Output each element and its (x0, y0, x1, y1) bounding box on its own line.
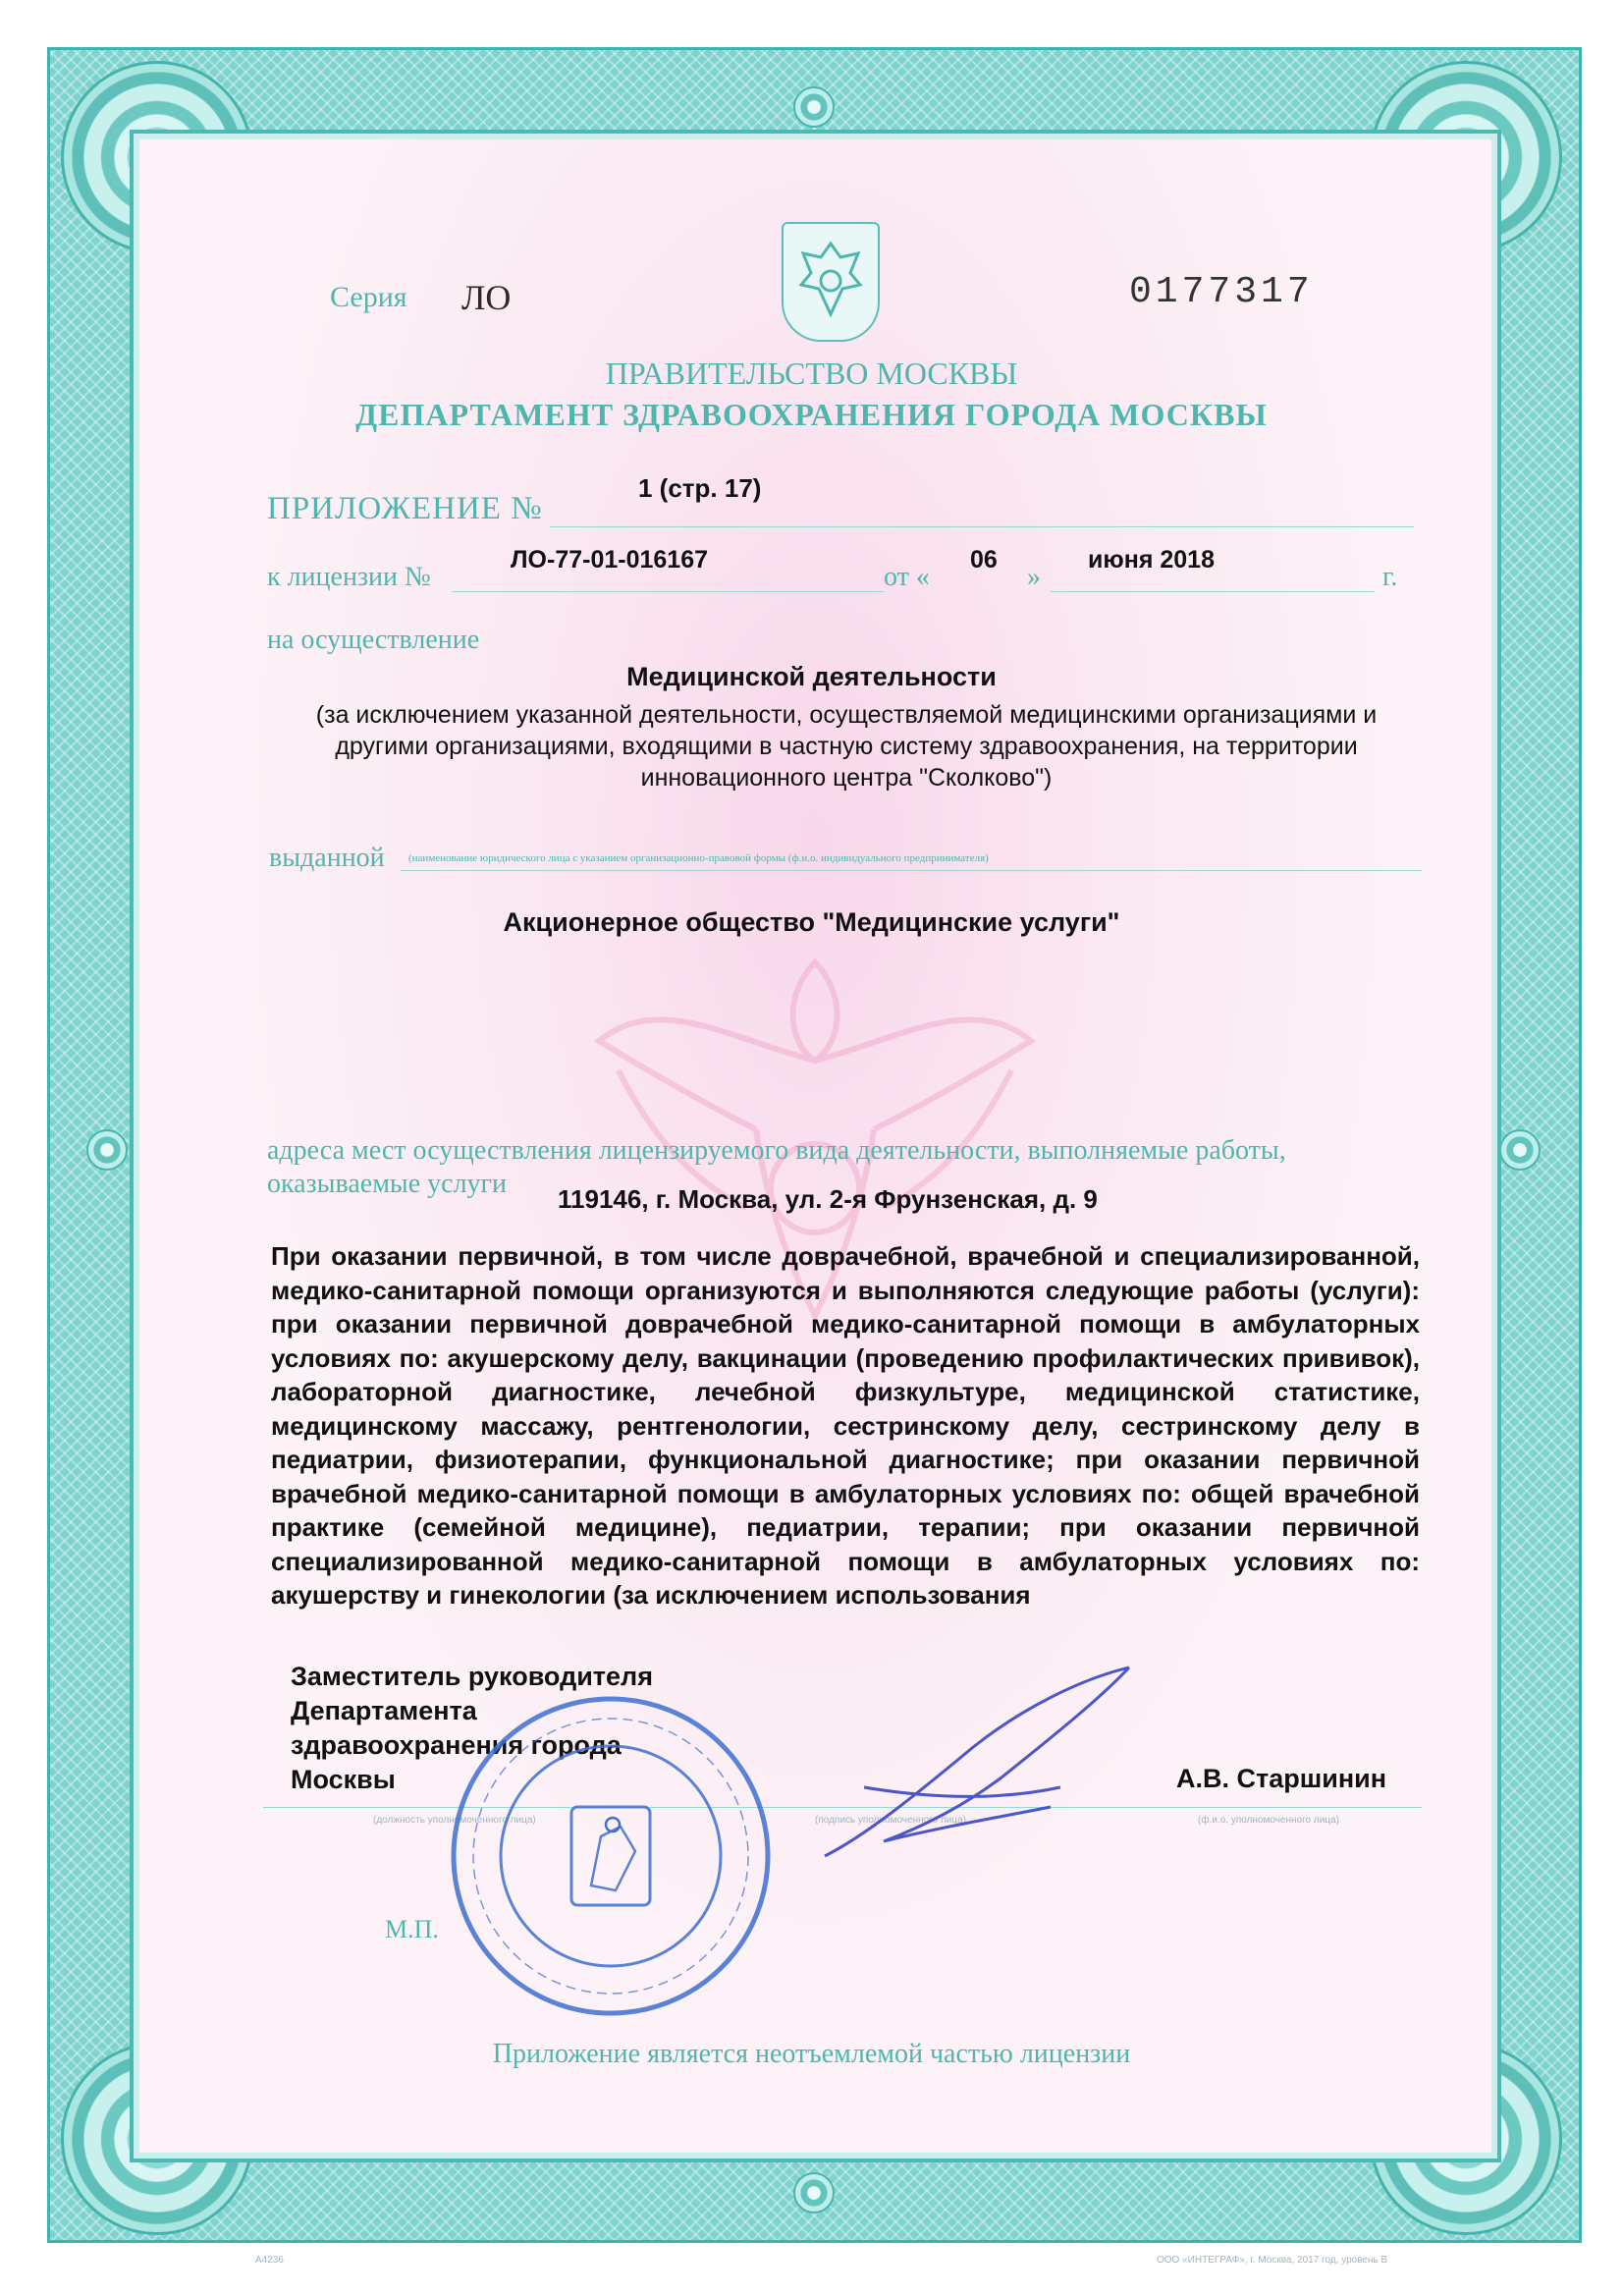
signatory-position-line1: Заместитель руководителя (291, 1662, 653, 1691)
date-line (1051, 591, 1375, 592)
handwritten-signature-icon (805, 1660, 1159, 1866)
signatory-position-line4: Москвы (291, 1765, 396, 1794)
issued-hint: (наименование юридического лица с указанием организационно-правовой формы (ф.и.о. индивидуального предпринимателя) (408, 852, 989, 864)
appendix-line (550, 526, 1414, 527)
signatory-position-line3: здравоохранения города (291, 1730, 622, 1760)
activity-description: (за исключением указанной деятельности, осуществляемой медицинскими организациями и другими организациями, входящими в частную систему здравоохранения, на территории инновационного центра "Сколково") (315, 701, 1378, 792)
side-ornament-icon (793, 2172, 835, 2214)
appendix-label: ПРИЛОЖЕНИЕ № (267, 491, 543, 526)
address-label-line2: оказываемые услуги (267, 1169, 508, 1199)
side-ornament-icon (86, 1129, 128, 1171)
appendix-value: 1 (стр. 17) (638, 473, 762, 503)
document-number: 0177317 (1129, 271, 1314, 313)
date-close-quote: » (1027, 562, 1041, 592)
official-stamp-icon (444, 1689, 778, 2023)
issued-line (401, 870, 1422, 871)
address-value: 119146, г. Москва, ул. 2-я Фрунзенская, д. 9 (558, 1184, 1098, 1214)
footer-note: Приложение является неотъемлемой частью лицензии (492, 2039, 1131, 2069)
series-value: ЛО (461, 278, 512, 317)
license-line (452, 591, 884, 592)
date-month-year: июня 2018 (1088, 546, 1215, 574)
services-text: При оказании первичной, в том числе доврачебной, врачебной и специализированной, медико-санитарной помощи организуются и выполняются следующие работы (услуги): при оказании первичной доврачебной медико-санитарной помощи в амбулаторных условиях по: акушерскому делу, вакцинации (проведению профилактических прививок), лабораторной диагностике, лечебной физкультуре, медицинской статистике, медицинскому массажу, рентгенологии, сестринскому делу, сестринскому делу в педиатрии, физиотерапии, функциональной диагностике; при оказании первичной врачебной медико-санитарной помощи в амбулаторных условиях по: общей врачебной практике (семейной медицине), педиатрии, терапии; при оказании первичной специализированной медико-санитарной помощи в амбулаторных условиях по: акушерству и гинекологии (за исключением использования (271, 1241, 1420, 1610)
side-ornament-icon (793, 86, 835, 128)
side-ornament-icon (1499, 1129, 1541, 1171)
address-label-line1: адреса мест осуществления лицензируемого вида деятельности, выполняемые работы, (267, 1135, 1286, 1166)
print-code-left: A4236 (255, 2255, 284, 2266)
date-year-suffix: г. (1382, 562, 1398, 592)
signatory-position-line2: Департамента (291, 1696, 477, 1725)
activity-title: Медицинской деятельности (626, 662, 997, 691)
hint-signature: (подпись уполномоченного лица) (815, 1815, 966, 1826)
license-label: к лицензии № (267, 562, 431, 592)
hint-position: (должность уполномоченного лица) (373, 1815, 536, 1826)
series-label: Серия (330, 281, 407, 313)
license-number: ЛО-77-01-016167 (511, 546, 709, 574)
signatory-name: А.В. Старшинин (1176, 1764, 1387, 1793)
hint-name: (ф.и.о. уполномоченного лица) (1198, 1815, 1339, 1826)
date-day: 06 (970, 546, 998, 574)
department-title: ДЕПАРТАМЕНТ ЗДРАВООХРАНЕНИЯ ГОРОДА МОСКВЫ (355, 397, 1268, 432)
date-from-label: от « (884, 562, 930, 592)
activity-label: на осуществление (267, 625, 480, 655)
government-title: ПРАВИТЕЛЬСТВО МОСКВЫ (605, 355, 1018, 391)
stamp-place-label: М.П. (385, 1915, 439, 1943)
print-code-right: ООО «ИНТЕГРАФ», г. Москва, 2017 год, уровень В (1157, 2255, 1388, 2266)
issued-label: выданной (269, 843, 385, 873)
coat-of-arms-icon (782, 222, 880, 342)
organization-name: Акционерное общество "Медицинские услуги" (503, 907, 1120, 937)
